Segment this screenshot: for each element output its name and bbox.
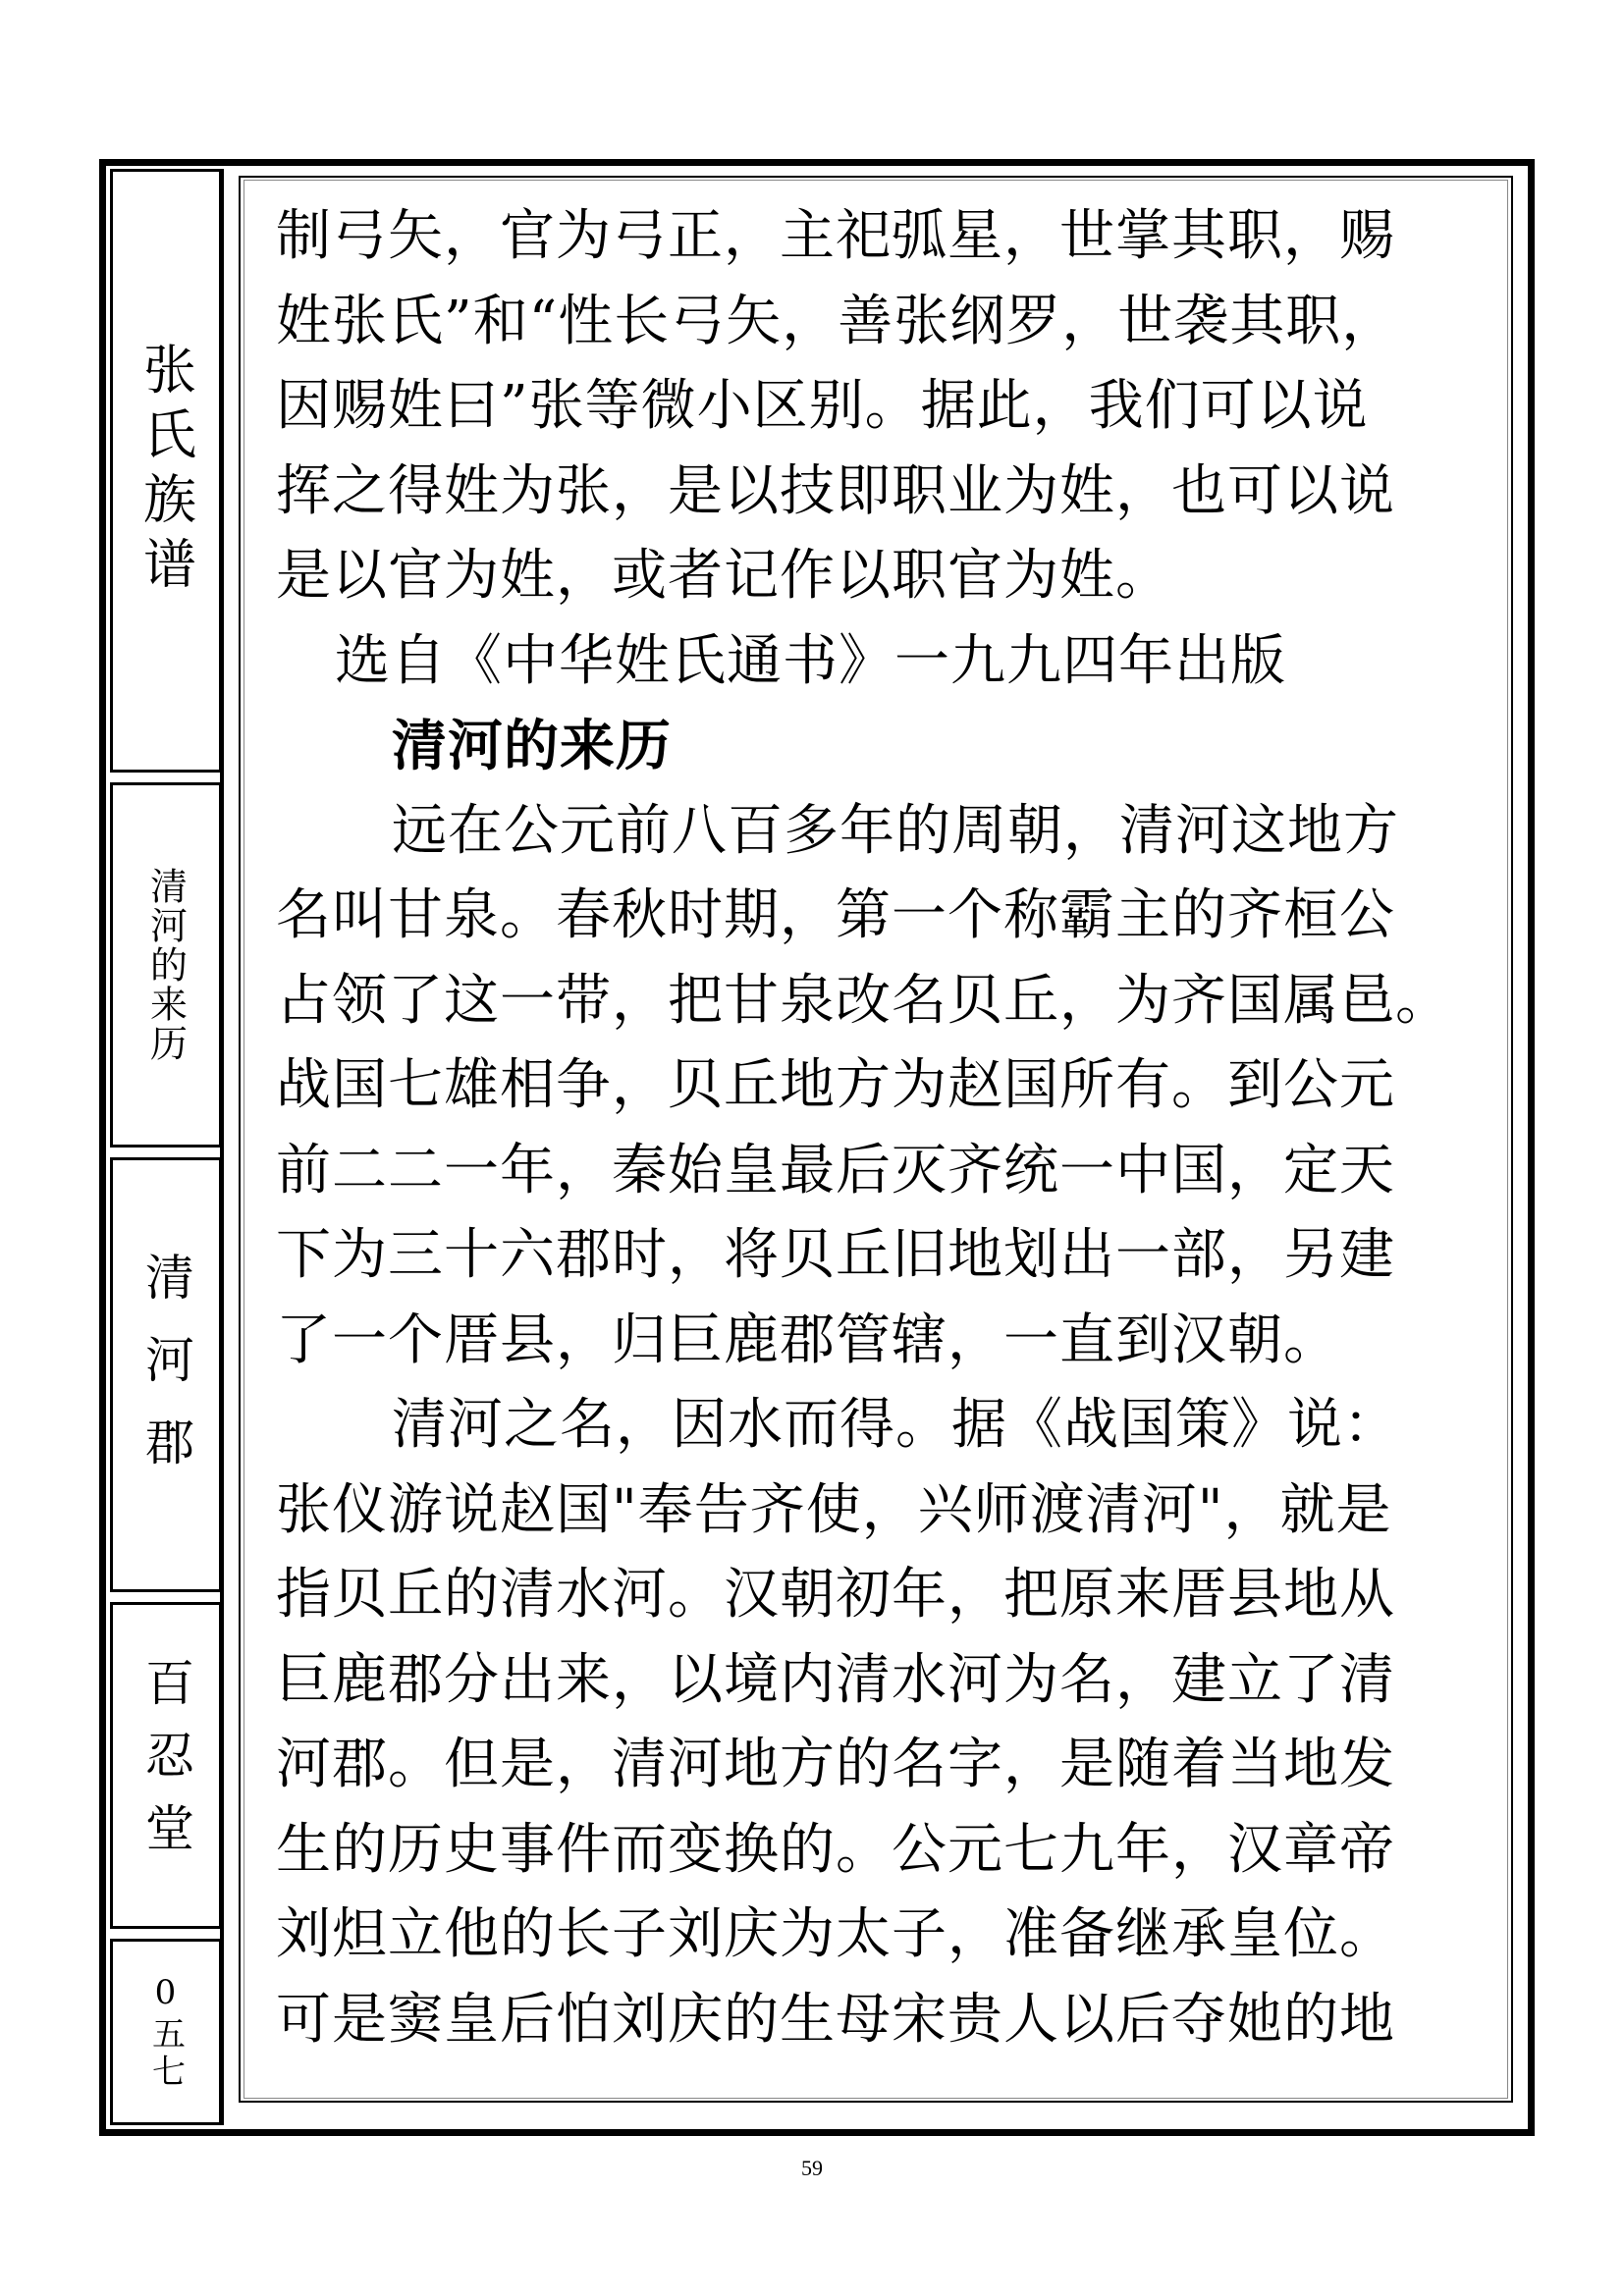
folio-number: 0五七: [145, 1973, 186, 2091]
sidebar-cell-book-title: [110, 169, 222, 773]
text-line: 名叫甘泉。春秋时期，第一个称霸主的齐桓公: [276, 883, 1395, 947]
text-line: 远在公元前八百多年的周朝，清河这地方: [392, 798, 1399, 863]
text-line: 战国七雄相争，贝丘地方为赵国所有。到公元: [276, 1053, 1395, 1117]
sidebar-cell-hall-name: [110, 1602, 222, 1929]
sidebar-cell-section-title: [110, 782, 222, 1148]
source-citation: 选自《中华姓氏通书》一九九四年出版: [335, 628, 1286, 693]
body-text: [276, 194, 1493, 2062]
text-line: 下为三十六郡时，将贝丘旧地划出一部，另建: [276, 1223, 1395, 1287]
sidebar-cell-folio: [110, 1939, 222, 2125]
text-line: 生的历史事件而变换的。公元七九年，汉章帝: [276, 1817, 1395, 1882]
sidebar-cell-hall-region: [110, 1157, 222, 1592]
divider-rule: [220, 169, 224, 2125]
book-title: 张氏族谱: [135, 341, 197, 601]
text-line: 张仪游说赵国"奉告齐使，兴师渡清河"，就是: [276, 1477, 1392, 1542]
text-line: 刘炟立他的长子刘庆为太子，准备继承皇位。: [276, 1902, 1395, 1966]
text-line: 了一个厝县，归巨鹿郡管辖，一直到汉朝。: [276, 1308, 1339, 1372]
text-line: 占领了这一带，把甘泉改名贝丘，为齐国属邑。: [276, 968, 1451, 1033]
hall-name: 百忍堂: [137, 1656, 194, 1875]
section-heading: 清河的来历: [392, 714, 672, 778]
text-line: 巨鹿郡分出来，以境内清水河为名，建立了清: [276, 1647, 1395, 1712]
text-line: 河郡。但是，清河地方的名字，是随着当地发: [276, 1733, 1395, 1796]
text-line: 制弓矢，官为弓正，主祀弧星，世掌其职，赐: [276, 204, 1395, 268]
text-line: 前二二一年，秦始皇最后灭齐统一中国，定天: [276, 1138, 1395, 1202]
text-line: 姓张氏”和“性长弓矢，善张纲罗，世袭其职，: [276, 289, 1398, 353]
text-line: 指贝丘的清水河。汉朝初年，把原来厝县地从: [276, 1563, 1395, 1627]
text-line: 因赐姓曰”张等微小区别。据此，我们可以说: [276, 374, 1369, 438]
text-line: 清河之名，因水而得。据《战国策》说：: [392, 1393, 1399, 1457]
text-line: 是以官为姓，或者记作以职官为姓。: [276, 544, 1171, 608]
sidebar: [110, 169, 222, 2125]
text-line: 可是窦皇后怕刘庆的生母宋贵人以后夺她的地: [276, 1987, 1395, 2052]
text-line: 挥之得姓为张，是以技即职业为姓，也可以说: [276, 458, 1395, 523]
page-number: 59: [801, 2156, 823, 2180]
section-title: 清河的来历: [143, 867, 188, 1063]
hall-region: 清河郡: [137, 1251, 194, 1499]
